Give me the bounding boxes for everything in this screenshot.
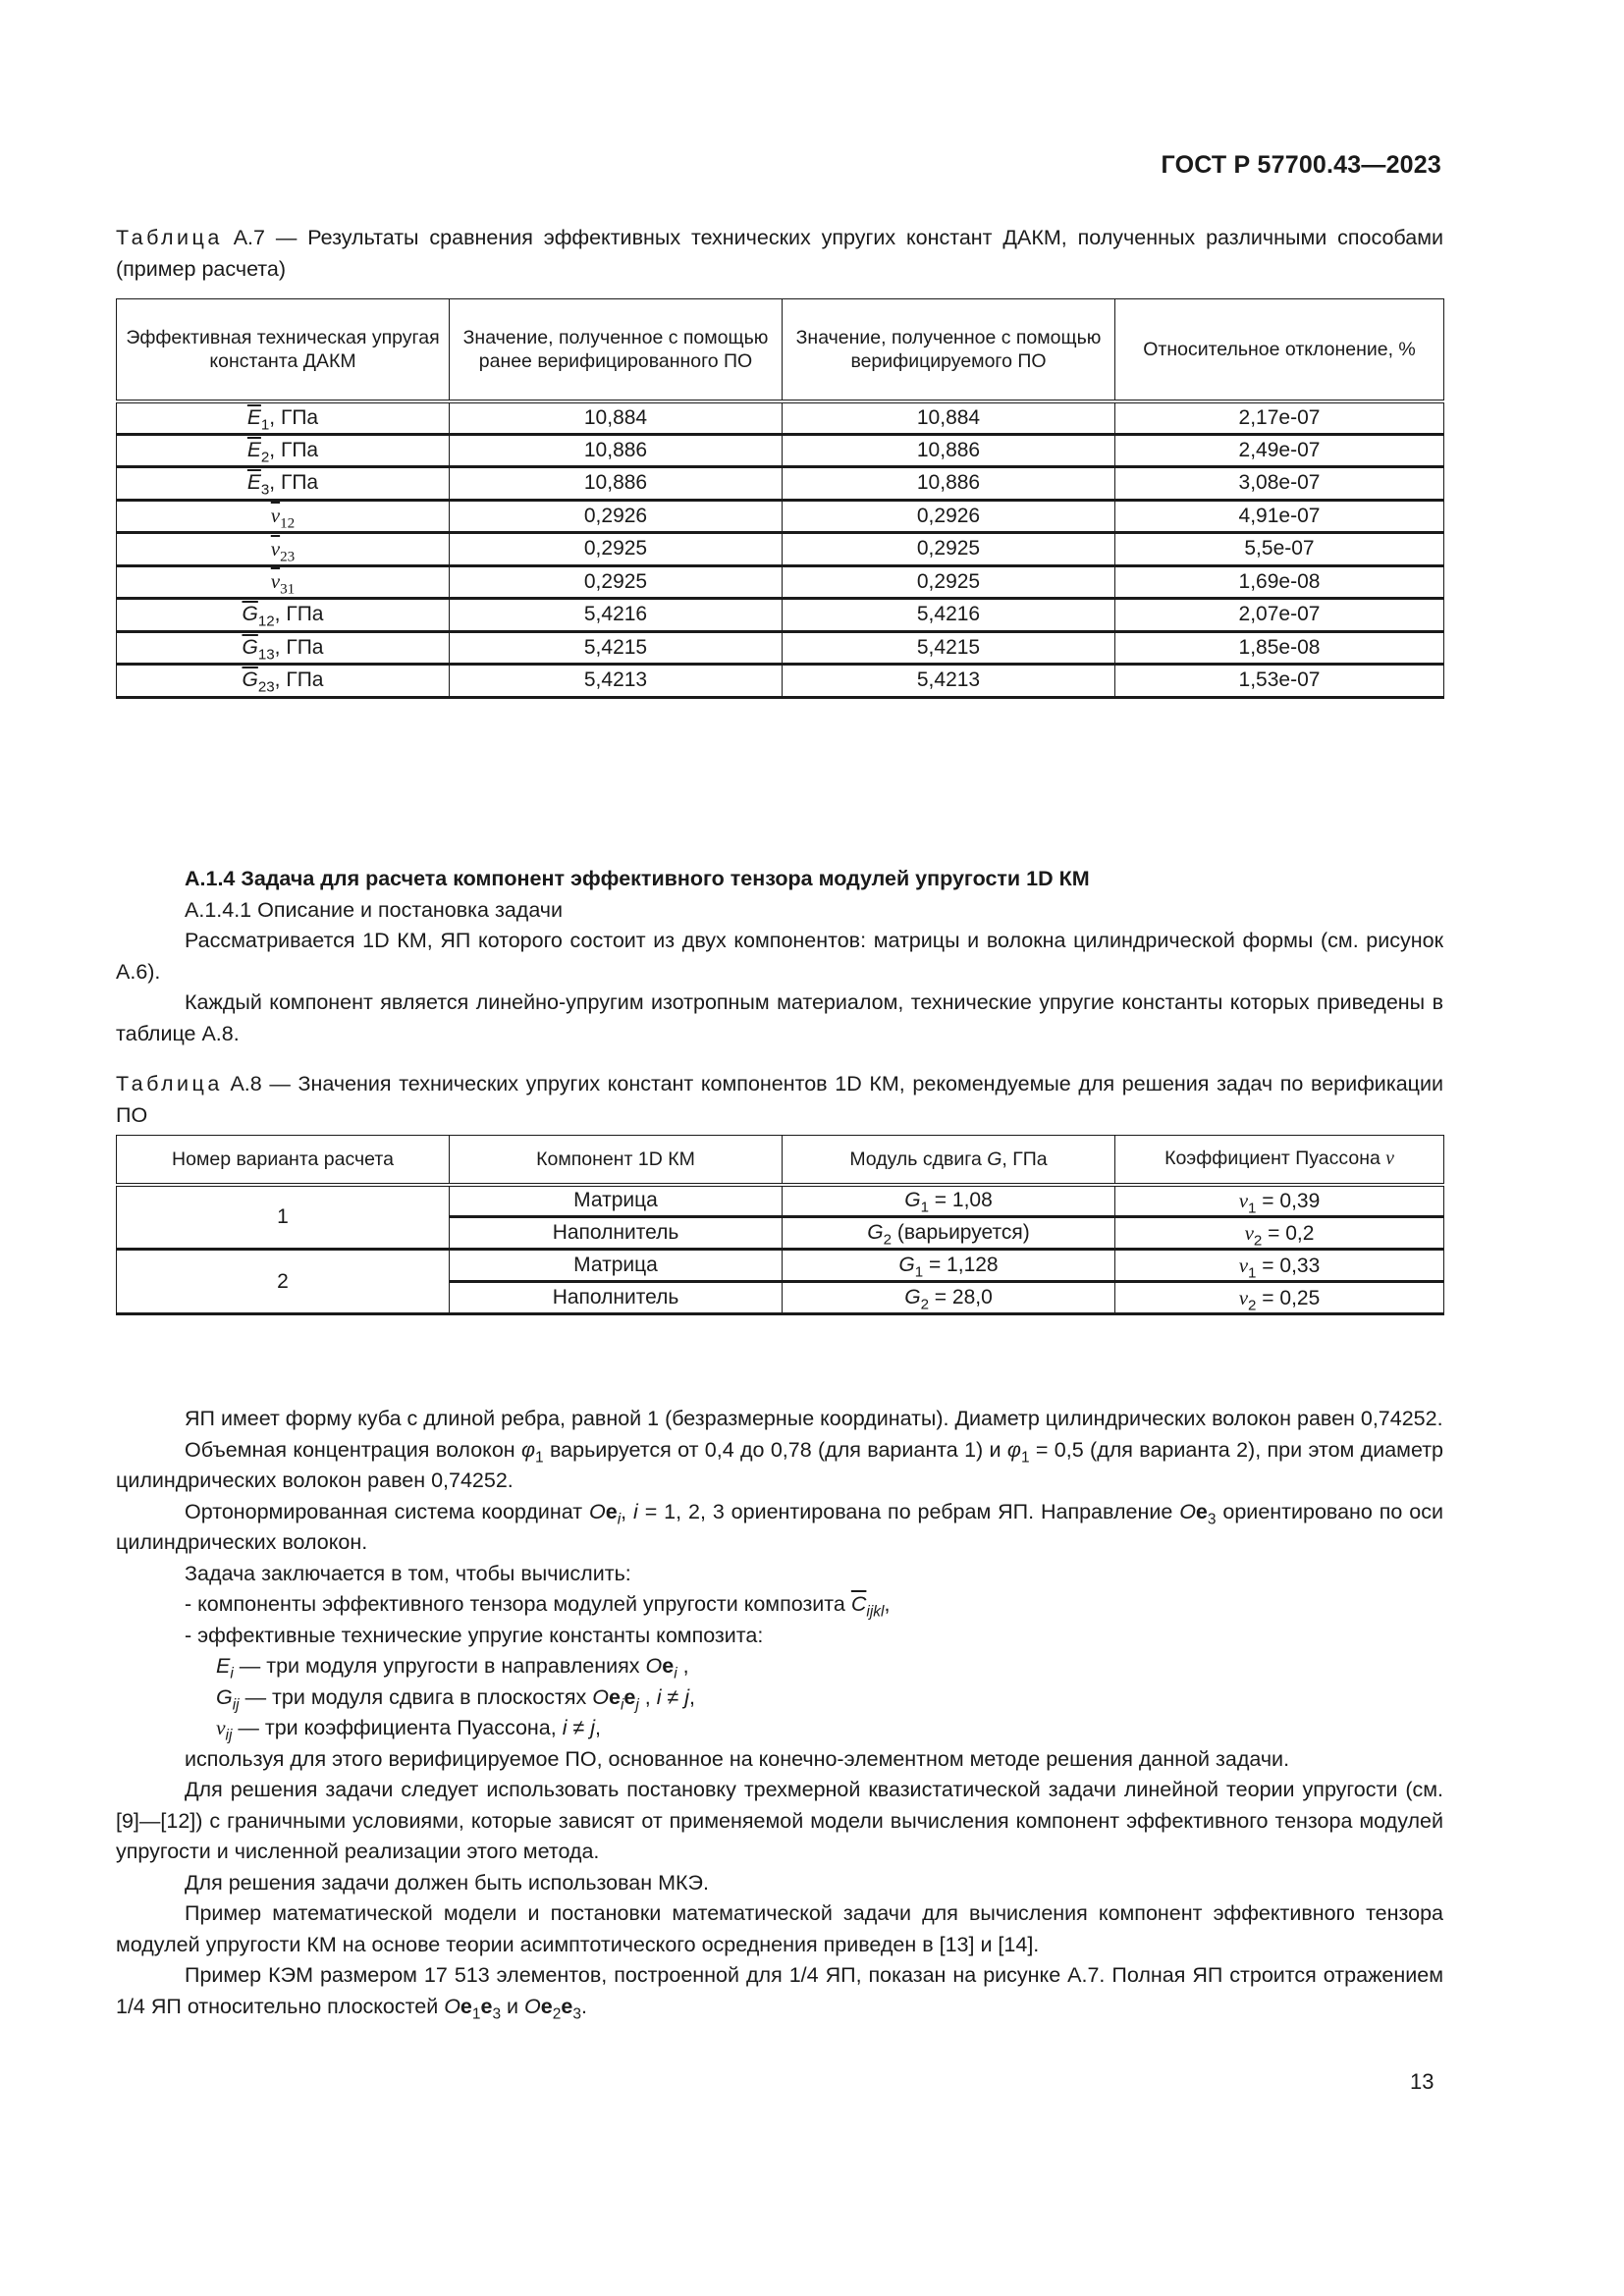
table-row [117,665,1444,698]
constant-cell [117,401,450,435]
verified-value-cell: 10,886 [783,434,1115,467]
caption-label: Таблица [116,226,223,249]
constant-subscript: 23 [257,678,275,696]
shear-modulus-cell: $G_2 = 28,0$ [783,1282,1115,1314]
caption-text: А.8 — Значения технических упругих констант компонентов 1D КМ, рекомендуемые для решения задач по верификации ПО [116,1072,1443,1127]
table-a8-caption [116,1068,1443,1131]
text: ориентировано по оси цилиндрических волокон. [116,1499,1443,1554]
col-header-variant: Номер варианта расчета [117,1136,450,1185]
table-row [117,467,1444,501]
poisson-cell: $\nu_1 = 0,39$ [1115,1185,1444,1217]
table-row [117,401,1444,435]
paragraph: Пример математической модели и постановки математической задачи для вычисления компонент эффективного тензора модулей упругости КМ на основе теории асимптотического осреднения приведен в [13] и [14]. [116,1901,1443,1956]
value: = 0,25 [1256,1286,1321,1309]
body-text [116,1404,1443,2022]
verified-value-cell: 10,886 [783,467,1115,501]
text: — три коэффициента Пуассона, [232,1716,563,1739]
subscript: 1 [1248,1200,1257,1217]
value: = 0,33 [1256,1254,1321,1277]
constant-symbol: $\overline{E}$ [246,438,261,461]
text: — три модуля упругости в направлениях [233,1654,646,1678]
constant-cell [117,500,450,533]
paragraph: Для решения задачи должен быть использован МКЭ. [185,1870,709,1895]
paragraph: Рассматривается 1D КМ, ЯП которого состоит из двух компонентов: матрицы и волокна цилиндрической формы (см. рисунок А.6). [116,929,1443,984]
component-cell: Наполнитель [450,1217,783,1250]
table-row [117,599,1444,632]
table-a7-caption [116,222,1443,285]
table-row [117,533,1444,566]
caption-text: А.7 — Результаты сравнения эффективных технических упругих констант ДАКМ, полученных различными способами (пример расчета) [116,226,1443,281]
table-a8 [116,1135,1444,1315]
text: Пример КЭМ размером 17 513 элементов, построенной для 1/4 ЯП, показан на рисунке А.7. Полная ЯП строится отражением 1/4 ЯП относительно плоскостей [116,1963,1443,2018]
verified-value-cell: 0,2925 [783,533,1115,566]
prev-value-cell: 10,884 [450,401,783,435]
text: Ортонормированная система координат [185,1499,590,1523]
constant-cell [117,434,450,467]
constant-subscript: 3 [260,481,270,499]
constant-symbol: $\overline{E}$ [246,405,261,429]
section-a14 [116,864,1443,1049]
deviation-cell: 4,91e-07 [1115,500,1444,533]
constant-symbol: $\overline{\nu}$ [270,504,281,528]
constant-symbol: $\overline{\nu}$ [270,536,281,561]
subsection-heading: А.1.4.1 Описание и постановка задачи [185,897,564,922]
verified-value-cell: 5,4215 [783,631,1115,665]
constant-subscript: 12 [257,613,275,630]
list-item: - эффективные технические упругие константы композита: [185,1623,764,1647]
caption-label: Таблица [116,1072,223,1095]
header-text: , ГПа [1001,1148,1048,1170]
paragraph: Объемная концентрация волокон $\varphi_1$ варьируется от 0,4 до 0,78 (для варианта 1) и $\varphi_1 = 0,5$ (для варианта 2), при этом диаметр цилиндрических волокон равен 0,74252. [116,1437,1444,1492]
symbol-phi: φ [1006,1437,1021,1462]
table-row [117,1185,1444,1217]
value: = 1,08 [928,1189,993,1212]
variant-number-cell: 1 [117,1185,450,1250]
constant-symbol: $\overline{G}$ [242,635,258,659]
constant-subscript: 2 [260,449,270,466]
value: = 28,0 [928,1286,993,1308]
header-text: Модуль сдвига [849,1148,988,1170]
table-row [117,1250,1444,1282]
verified-value-cell: 5,4213 [783,665,1115,698]
definition-nu: $\nu_{ij}$ — три коэффициента Пуассона, i ≠ j, [216,1716,602,1744]
subscript: 2 [920,1296,929,1313]
subscript: 1 [920,1199,929,1216]
col-header-component: Компонент 1D КМ [450,1136,783,1185]
constant-cell [117,665,450,698]
paragraph: Для решения задачи следует использовать постановку трехмерной квазистатической задачи линейной теории упругости (см. [9]—[12]) с граничными условиями, которые зависят от применяемой модели вычисления компонент эффективного тензора модулей упругости и численной реализации этого метода. [116,1778,1443,1863]
col-header-constant: Эффективная техническая упругая константа ДАКМ [117,299,450,401]
constant-symbol: $\overline{G}$ [242,668,258,692]
paragraph: Пример КЭМ размером 17 513 элементов, построенной для 1/4 ЯП, показан на рисунке А.7. Полная ЯП строится отражением 1/4 ЯП относительно плоскостей $Oe_1e_3$ и $Oe_2e_3$. [116,1963,1443,2022]
deviation-cell: 5,5e-07 [1115,533,1444,566]
verified-value-cell: 5,4216 [783,599,1115,632]
subscript: 2 [1253,1231,1263,1249]
verified-value-cell: 0,2926 [783,500,1115,533]
subscript: 2 [1248,1296,1257,1313]
component-cell: Матрица [450,1250,783,1282]
symbol-g: G [987,1148,1002,1170]
prev-value-cell: 10,886 [450,467,783,501]
subscript: 1 [1248,1263,1257,1281]
value: = 0,2 [1262,1221,1315,1245]
prev-value-cell: 0,2925 [450,533,783,566]
subscript: 1 [914,1263,924,1281]
prev-value-cell: 0,2926 [450,500,783,533]
constant-subscript: 23 [280,549,296,565]
symbol-nu: ν [1385,1148,1394,1170]
constant-subscript: 13 [257,646,275,664]
constant-unit: , ГПа [269,438,319,461]
table-row [117,565,1444,599]
col-header-deviation: Относительное отклонение, % [1115,299,1444,401]
prev-value-cell: 5,4215 [450,631,783,665]
constant-cell [117,533,450,566]
section-heading: А.1.4 Задача для расчета компонент эффективного тензора модулей упругости 1D КМ [185,867,1090,890]
constant-cell [117,599,450,632]
constant-cell [117,467,450,501]
paragraph: Каждый компонент является линейно-упругим изотропным материалом, технические упругие константы которых приведены в таблице А.8. [116,990,1443,1045]
col-header-verified-value: Значение, полученное с помощью верифицируемого ПО [783,299,1115,401]
constant-subscript: 12 [280,515,296,532]
prev-value-cell: 10,886 [450,434,783,467]
deviation-cell: 2,07e-07 [1115,599,1444,632]
component-cell: Матрица [450,1185,783,1217]
shear-modulus-cell: $G_1 = 1,128$ [783,1250,1115,1282]
prev-value-cell: 0,2925 [450,565,783,599]
subscript: 2 [883,1231,893,1249]
text: и [501,1994,525,2018]
header-text: Коэффициент Пуассона [1164,1148,1386,1170]
text: - компоненты эффективного тензора модулей упругости композита [185,1592,851,1616]
paragraph: Ортонормированная система координат $Oe_i$, i = 1, 2, 3 ориентирована по ребрам ЯП. Направление $Oe_3$ ориентировано по оси цилиндрических волокон. [116,1499,1443,1554]
deviation-cell: 3,08e-07 [1115,467,1444,501]
definition-g: $G_{ij}$ — три модуля сдвига в плоскостях $Oe_ie_j$ , i ≠ j, [216,1684,695,1713]
component-cell: Наполнитель [450,1282,783,1314]
text: — три модуля сдвига в плоскостях [239,1684,593,1709]
paragraph: ЯП имеет форму куба с длиной ребра, равной 1 (безразмерные координаты). Диаметр цилиндрических волокон равен 0,74252. [185,1407,1443,1430]
poisson-cell: $\nu_2 = 0,2$ [1115,1217,1444,1250]
deviation-cell: 2,49e-07 [1115,434,1444,467]
constant-cell [117,631,450,665]
constant-cell [117,565,450,599]
table-row [117,500,1444,533]
deviation-cell: 1,85e-08 [1115,631,1444,665]
col-header-shear-modulus [783,1136,1115,1185]
col-header-poisson [1115,1136,1444,1185]
deviation-cell: 1,69e-08 [1115,565,1444,599]
text: Объемная концентрация волокон [185,1437,521,1462]
table-a7 [116,298,1444,699]
verified-value-cell: 0,2925 [783,565,1115,599]
standard-number: ГОСТ Р 57700.43—2023 [1161,151,1441,179]
variant-number-cell: 2 [117,1250,450,1314]
paragraph: Задача заключается в том, чтобы вычислить: [185,1561,631,1585]
deviation-cell: 2,17e-07 [1115,401,1444,435]
verified-value-cell: 10,884 [783,401,1115,435]
shear-modulus-cell: $G_2$ (варьируется) [783,1217,1115,1250]
value: = 1,128 [923,1254,999,1276]
prev-value-cell: 5,4216 [450,599,783,632]
col-header-prev-value: Значение, полученное с помощью ранее верифицированного ПО [450,299,783,401]
constant-unit: , ГПа [274,668,324,692]
inequality: i ≠ j [656,1684,690,1709]
constant-subscript: 1 [260,415,270,433]
value: (варьируется) [892,1221,1030,1244]
shear-modulus-cell: $G_1 = 1,08$ [783,1185,1115,1217]
page-number: 13 [1410,2069,1435,2094]
value: = 0,39 [1256,1189,1321,1212]
text: = 1, 2, 3 ориентирована по ребрам ЯП. Направление [637,1499,1180,1523]
prev-value-cell: 5,4213 [450,665,783,698]
definition-e: $E_i$ — три модуля упругости в направлениях $Oe_i$ , [216,1654,689,1682]
deviation-cell: 1,53e-07 [1115,665,1444,698]
constant-unit: , ГПа [269,471,319,495]
text: = 0,5 (для варианта 2), при этом диаметр цилиндрических волокон равен 0,74252. [116,1437,1444,1492]
list-item: - компоненты эффективного тензора модулей упругости композита $\overline{C}_{ijkl}$, [185,1592,891,1621]
constant-unit: , ГПа [274,635,324,659]
text: варьируется от 0,4 до 0,78 (для варианта 1) и [543,1437,1007,1462]
constant-symbol: $\overline{\nu}$ [270,569,281,594]
constant-subscript: 31 [280,581,296,598]
constant-unit: , ГПа [269,405,319,429]
constant-unit: , ГПа [274,603,324,626]
text: , [621,1499,634,1523]
table-row [117,631,1444,665]
constant-symbol: $\overline{G}$ [242,603,258,626]
poisson-cell: $\nu_1 = 0,33$ [1115,1250,1444,1282]
poisson-cell: $\nu_2 = 0,25$ [1115,1282,1444,1314]
text: . [580,1994,587,2018]
paragraph: используя для этого верифицируемое ПО, основанное на конечно-элементном методе решения данной задачи. [185,1746,1290,1771]
symbol-phi: φ [521,1437,536,1462]
inequality: i ≠ j [562,1716,596,1739]
table-row [117,434,1444,467]
constant-symbol: $\overline{E}$ [246,471,261,495]
